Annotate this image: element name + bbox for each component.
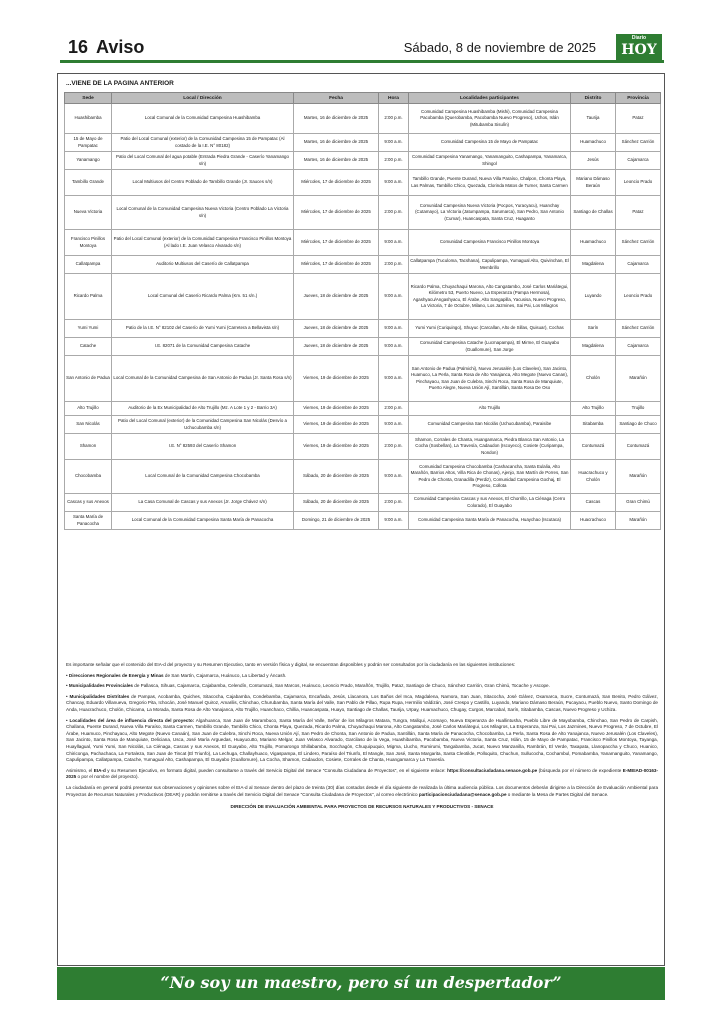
table-cell: Miércoles, 17 de diciembre de 2025 <box>294 256 379 274</box>
table-cell: Leoncio Prado <box>616 170 661 196</box>
table-cell: 2:00 p.m. <box>379 494 409 512</box>
notice-box <box>57 73 665 966</box>
table-cell: Auditorio Multiusos del Caserío de Callatpampa <box>112 256 294 274</box>
ciudadania-paragraph: La ciudadanía en general podrá presentar sus observaciones y opiniones sobre el EIA-d al Senace dentro del plazo de treinta (30) días contados desde el día siguiente de realizada la última audiencia pública. Los documentos deberán dirigirse a la Dirección de Evaluación Ambiental para Proyectos de Recursos Naturales y Productivos (DEAR) y podrán remitirse a través del Servicio Digital del Senace "Consulta Ciudadana de Proyectos", al correo electrónico participacionciudadana@senace.gob.pe o mediante la Mesa de Partes Digital del Senace. <box>66 784 658 797</box>
table-cell: Local Comunal de la Comunidad Campesina Chocobamba <box>112 460 294 494</box>
table-cell: 9:00 a.m. <box>379 460 409 494</box>
table-cell: Sábado, 20 de diciembre de 2025 <box>294 460 379 494</box>
notice-body <box>66 662 658 815</box>
table-cell: Patio del Local Comunal (exterior) de la Comunidad Campesina Francisco Pinillos Montoya (Al lado I.E. Juan Velasco Alvarado s/n) <box>112 230 294 256</box>
table-cell: 9:00 a.m. <box>379 170 409 196</box>
table-cell: Nueva Victoria <box>65 196 112 230</box>
table-cell: Local Comunal de la Comunidad Campesina Santa María de Panacocha <box>112 512 294 530</box>
table-cell: Sánchez Carrión <box>616 134 661 152</box>
table-cell: Callatpampa <box>65 256 112 274</box>
table-cell: Santiago de Chuco <box>616 416 661 434</box>
table-cell: Luyando <box>571 274 616 320</box>
bullet-localidades: • Localidades del área de influencia directa del proyecto: Algahuanca, San Juan de Marambuco, Santa María del Valle, Señor de los Milagros Matara, Tungra, Mallqui, Acomayo, Nueva Esperanza de Huallintusha, Pueblo Libre de Mayobamba, Chinchao, San Pedro de Carpish, Challana, Puente Durand, Nueva Villa Paraíso, Santa Carmen, Tambillo Grande, Tambillo Chico, Chonta Playa, Quezada, Ricardo Palma, Chuyachaqui Marona, Alto Cangatambo, José Carlos Mariátegui, Los Milagros, La Esperanza, Sai Pai, Los Jazmines, Nuevo Progreso, 7 de Octubre, El Árabe, Huamuco, Pinchayacu, Alto Megote (Nuevo Canaán), San Juan de Culebra, Sinchi Roca, Nueva Unión Ají, San Pedro de Chonta, San Antonio de Padua, Santillán, Santa María de Panacocha, Chocobamba, La Perla, Santa Rosa de Alto Yanajanca, Nuevo Jerusalén (Los Claveles), San Jacinto, Santa Rosa de Manquiute, Deliciana, Usca, José María Arguedas, Huayucutto, Mariano Melgar, Juan Velasco Alvarado, Garcilaso de la Vega, Huashibamba, Pacobamba, Nueva Victoria, Santa Cruz, Islán, 15 de Mayo de Pampatac, Francisco Pinillos Montoya, Tayanga, Huayllagual, Yumi Yumi, San Nicolás, La Ciénaga, Cascas y sus Anexos, El Guayabo, Alto Trujillo, Pomarongo Shillabamba, Socchagón, Chuquipuquio, Migma, Llucho, Rumirumi, Tangabamba, Jucat, Nuevo Manzanilla, Rambrán, El Verde, Taxapata, Llanopaccha y Chuco, Huanico, Chiriconga, Pachachaca, La Fortaleza, San Juan de Tincat (El Triunfo), La Lechuga, Challayhuaco, Vigaspampa, El Lindero, Paraíso del Triunfo, El Mangle, San José, Santa Margarita, Santa Cleotilde, Polloquito, Chuchun, Sullucocha, Cochambul, Pomabamba, Yanamanguito, Yanamango, Capulipampa, Callatpampa, Catache, Yumagual Alto, Cashapampa, El Guayabo (Guallomure), La Cocha, Shamon, Cadaudon, Cosiete, Corrales de Chanta, Huangamarca y La Travesía. <box>66 717 658 763</box>
page-number: 16 <box>68 37 89 57</box>
table-cell: 2:00 p.m. <box>379 434 409 460</box>
table-cell: Jueves, 18 de diciembre de 2025 <box>294 274 379 320</box>
table-cell: 2:00 p.m. <box>379 196 409 230</box>
table-cell: Huamachuco <box>571 134 616 152</box>
table-cell: Tambillo Grande <box>65 170 112 196</box>
table-cell: Santiago de Challas <box>571 196 616 230</box>
table-cell: Comunidad Campesina Yanamango, Yanamanguito, Cashapampa, Yanamarca, Shingol <box>409 152 571 170</box>
table-cell: Sitabamba <box>571 416 616 434</box>
table-cell: Catache <box>65 338 112 356</box>
table-cell: Jueves, 18 de diciembre de 2025 <box>294 320 379 338</box>
table-cell: Cholón <box>571 356 616 402</box>
table-cell: Chocobamba <box>65 460 112 494</box>
table-cell: Martes, 16 de diciembre de 2025 <box>294 152 379 170</box>
table-cell: Miércoles, 17 de diciembre de 2025 <box>294 170 379 196</box>
table-cell: Santa María de Panacocha <box>65 512 112 530</box>
table-cell: 9:00 a.m. <box>379 274 409 320</box>
table-cell: San Antonio de Padua (Palmichi), Nuevo Jerusalén (Los Claveles), San Jacinto, Huamuco, La Perla, Santa Rosa de Alto Yanajanca, Alto Megote (Nuevo Canan), Pinchayacu, San Juan de Culebra, Sinchi Roca, Santa Rosa de Manquiute, Puerto Alegre, Nueva Unión Ají, Santillán, Santa Rosa De Oso <box>409 356 571 402</box>
quote-banner <box>57 967 665 1000</box>
section-title: Aviso <box>96 37 145 57</box>
table-row <box>65 230 661 256</box>
table-row <box>65 134 661 152</box>
table-row <box>65 434 661 460</box>
table-cell: 9:00 a.m. <box>379 512 409 530</box>
table-cell: Francisco Pinillos Montoya <box>65 230 112 256</box>
consulta-link[interactable]: https://consultaciudadana.senace.gob.pe <box>447 767 538 773</box>
table-row <box>65 494 661 512</box>
page-header <box>60 34 664 64</box>
table-row <box>65 356 661 402</box>
newspaper-logo <box>616 34 662 61</box>
table-row <box>65 460 661 494</box>
table-cell: Comunidad Campesina Santa María de Panacocha, Huaychao (Iscutaca) <box>409 512 571 530</box>
table-cell: Local Comunal de la Comunidad Campesina Nueva Victoria (Centro Poblado La Victoria s/n) <box>112 196 294 230</box>
table-cell: Yanamango <box>65 152 112 170</box>
table-row <box>65 152 661 170</box>
table-cell: Local Multiusos del Centro Poblado de Tambillo Grande (Jr. Sauces s/n) <box>112 170 294 196</box>
table-cell: Ricardo Palma, Chuyachaqui Marona, Alto Cangatambo, José Carlos Mariátegui, Kilómetro 53, Puerto Nuevo, La Esperanza (Pampa Hermosa), Agashyacu/Angashyacu, El Árabe, Alto Sangapilla, Yacusisa, Nuevo Progreso, La Victoria, 7 de Octubre, Milano, Los Jazmines, Sai Pai, Los Milagros <box>409 274 571 320</box>
table-cell: Martes, 16 de diciembre de 2025 <box>294 104 379 134</box>
table-cell: Shamon <box>65 434 112 460</box>
table-header-cell: Distrito <box>571 93 616 104</box>
issue-date: Sábado, 8 de noviembre de 2025 <box>403 40 596 55</box>
table-cell: 15 de Mayo de Pampatac <box>65 134 112 152</box>
asimismo-paragraph: Asimismo, el EIA-d y su Resumen Ejecutivo, en formato digital, pueden consultarse a través del Servicio Digital del Senace "Consulta Ciudadana de Proyectos", en el siguiente enlace: https://consultaciudadana.senace.gob.pe (búsqueda por el número de expediente E-MEIAD-00163-2025 o por el nombre del proyecto). <box>66 767 659 780</box>
table-cell: Contumazá <box>616 434 661 460</box>
table-cell: San Nicolás <box>65 416 112 434</box>
table-cell: Viernes, 19 de diciembre de 2025 <box>294 434 379 460</box>
table-cell: Cascas y sus Anexos <box>65 494 112 512</box>
continued-label: ...VIENE DE LA PAGINA ANTERIOR <box>66 80 174 87</box>
bullet-provincial: • Municipalidades Provinciales de Pallasca, Sihuas, Cajamarca, Cajabamba, Celendín, Contumazá, San Marcos, Huánuco, Leoncio Prado, Marañón, Trujillo, Pataz, Santiago de Chuco, Sánchez Carrión, Gran Chimú, Tocache y Ascope. <box>66 683 550 689</box>
table-cell: 9:00 a.m. <box>379 230 409 256</box>
table-cell: Shamon, Corrales de Chanta, Huangamarca, Piedra Blanca San Antonio, La Cocha (Sosbellan), La Travesía, Cadaudon (Iscoyeco), Cosiete (Curipampa, Nondon) <box>409 434 571 460</box>
table-cell: 9:00 a.m. <box>379 356 409 402</box>
table-row <box>65 274 661 320</box>
table-header-cell: Hora <box>379 93 409 104</box>
table-cell: Cajamarca <box>616 256 661 274</box>
table-cell: Comunidad Campesina Nueva Victoria (Pocpos, Yuracyacu), Huanchay (Cutamayo), La Victoria (Jatumpampa, Sarumarca), San Pedro, San Antonio (Cumar), Huancaspata, Santa Cruz, Huaganto <box>409 196 571 230</box>
table-cell: Martes, 16 de diciembre de 2025 <box>294 134 379 152</box>
table-row <box>65 196 661 230</box>
table-body <box>65 104 661 530</box>
table-cell: 9:00 a.m. <box>379 338 409 356</box>
table-row <box>65 256 661 274</box>
table-cell: Huashibamba <box>65 104 112 134</box>
table-row <box>65 402 661 416</box>
table-cell: Comunidad Campesina Cascas y sus Anexos, El Chorrillo, La Ciénaga (Cerro Colorado), El Guayabo <box>409 494 571 512</box>
table-cell: Huacrachuco y Cholón <box>571 460 616 494</box>
table-cell: Magdalena <box>571 256 616 274</box>
table-cell: Local Comunal de la Comunidad Campesina de San Antonio de Padua (Jr. Santa Rosa s/n) <box>112 356 294 402</box>
table-cell: Alto Trujillo <box>571 402 616 416</box>
logo-big-text: HOY <box>621 42 657 58</box>
bullet-distrital: • Municipalidades Distritales de Pampas, Acobamba, Quiches, Sitacocha, Cajabamba, Condebamba, Cajamarca, Encañada, Jesús, Llacanora, Los Baños del Inca, Magdalena, Namora, San Juan, Sitacocha, José Gálvez, Oxamarca, Sucre, Contumazá, San Benito, Pedro Gálvez, Chancay, Eduardo Villanueva, Gregorio Pita, Ichocán, José Manuel Quiroz, Amarilis, Chinchao, Churubamba, Santa María del Valle, San Pablo de Pillao, Rupa Rupa, Hermilio Valdizán, José Crespo y Castillo, Luyando, Mariano Dámaso Beraún, Pucayacu, Pueblo Nuevo, Santo Domingo de Anda, Huacrachuco, Cholón, Chicama, La Morada, Santa Rosa de Alto Yanajanca, Alto Trujillo, Huanchaco, Chillia, Huancaspata, Huayo, Santiago de Challas, Taurija, Urpay, Huamachuco, Chugay, Curgos, Marcabal, Sarín, Sitabamba, Cascas, Nuevo Progreso y Uchiza. <box>66 693 658 712</box>
issuer-line: DIRECCIÓN DE EVALUACIÓN AMBIENTAL PARA PROYECTOS DE RECURSOS NATURALES Y PRODUCTIVOS - SENACE <box>230 804 494 810</box>
table-header-row <box>65 93 661 104</box>
table-cell: Marañón <box>616 512 661 530</box>
table-cell: 2:00 p.m. <box>379 256 409 274</box>
table-cell: Alto Trujillo <box>65 402 112 416</box>
quote-text: “No soy un maestro, pero sí un despertador” <box>160 973 562 992</box>
table-cell: I.E. N° 82593 del Caserío Shamon <box>112 434 294 460</box>
table-cell: Miércoles, 17 de diciembre de 2025 <box>294 196 379 230</box>
table-cell: Cajamarca <box>616 152 661 170</box>
table-header-cell: Provincia <box>616 93 661 104</box>
table-cell: Huamachuco <box>571 230 616 256</box>
table-cell: Taurija <box>571 104 616 134</box>
table-cell: Yumi Yumi (Curiquingo), Shuyuc (Carcallan, Alto de Sillas, Quisuar), Cochas <box>409 320 571 338</box>
table-cell: Patio del Local Comunal (exterior) de la Comunidad Campesina San Nicolás (Desvío a Uchucubamba s/n) <box>112 416 294 434</box>
table-cell: Gran Chimú <box>616 494 661 512</box>
table-header-cell: Localidades participantes <box>409 93 571 104</box>
table-cell: San Antonio de Padua <box>65 356 112 402</box>
table-cell: Comunidad Campesina Huashibamba (Mishi), Comunidad Campesina Pacobamba (Querobamba, Pacobamba Nuevo Progreso), Uchos, Islán (Mitubamba Sisulín) <box>409 104 571 134</box>
table-row <box>65 170 661 196</box>
table-cell: Local Comunal de la Comunidad Campesina Huashibamba <box>112 104 294 134</box>
table-cell: Marañón <box>616 460 661 494</box>
table-cell: Sánchez Carrión <box>616 230 661 256</box>
table-cell: Cascas <box>571 494 616 512</box>
contact-email[interactable]: participacionciudadana@senace.gob.pe <box>418 791 507 797</box>
table-row <box>65 512 661 530</box>
header-rule <box>60 60 664 63</box>
table-cell: 9:00 a.m. <box>379 416 409 434</box>
schedule-table <box>64 92 661 530</box>
logo-small-text: Diario <box>631 35 647 41</box>
table-cell: 9:00 a.m. <box>379 134 409 152</box>
table-row <box>65 416 661 434</box>
table-cell: Jueves, 18 de diciembre de 2025 <box>294 338 379 356</box>
table-cell: Trujillo <box>616 402 661 416</box>
table-cell: Comunidad Campesina Chocobamba (Cashacancha, Santa Eulalia, Alto Marañón, Barrios Altos, Villa Rica de Chonas), Ajenjo, San Martín de Porres, San Pedro de Chonta, Granadilla (Perdiz), Comunidad Campesina Gochaj, El Progreso, Collota <box>409 460 571 494</box>
table-cell: Viernes, 19 de diciembre de 2025 <box>294 356 379 402</box>
table-cell: Patio del Local Comunal del agua potable (Entrada Piedra Grande - Caserío Yanamango s/n) <box>112 152 294 170</box>
table-cell: Mariano Dámaso Beraún <box>571 170 616 196</box>
table-row <box>65 104 661 134</box>
table-cell: Marañón <box>616 356 661 402</box>
table-cell: Huacrachuco <box>571 512 616 530</box>
table-cell: Sarín <box>571 320 616 338</box>
table-cell: Local Comunal del Caserío Ricardo Palma (Km. 51 s/n.) <box>112 274 294 320</box>
table-cell: Patio de la I.E. N° 82102 del Caserío de Yumi Yumi (Carretera a Bellavista s/n) <box>112 320 294 338</box>
table-cell: I.E. 82071 de la Comunidad Campesina Catache <box>112 338 294 356</box>
table-cell: Domingo, 21 de diciembre de 2025 <box>294 512 379 530</box>
table-cell: Magdalena <box>571 338 616 356</box>
table-cell: 2:00 p.m. <box>379 152 409 170</box>
table-header-cell: Fecha <box>294 93 379 104</box>
table-cell: Viernes, 19 de diciembre de 2025 <box>294 402 379 416</box>
table-cell: Comunidad Campesina 15 de Mayo de Pampatac <box>409 134 571 152</box>
bullet-regional: • Direcciones Regionales de Energía y Minas de San Martín, Cajamarca, Huánuco, La Libertad y Áncash. <box>66 672 287 678</box>
table-cell: Cajamarca <box>616 338 661 356</box>
table-cell: Leoncio Prado <box>616 274 661 320</box>
table-cell: 2:00 p.m. <box>379 104 409 134</box>
table-cell: Tambillo Grande, Puente Durand, Nueva Villa Paraíso, Chalpon, Chonta Playa, Las Palmas, Tambillo Chico, Quezada, Clorinda Matos de Turner, Santa Carmen <box>409 170 571 196</box>
table-cell: Jesús <box>571 152 616 170</box>
table-cell: Alto Trujillo <box>409 402 571 416</box>
table-cell: Sánchez Carrión <box>616 320 661 338</box>
table-cell: Auditorio de la Ex Municipalidad de Alto Trujillo (Mz. A Lote 1 y 2 - Barrio 3A) <box>112 402 294 416</box>
table-row <box>65 338 661 356</box>
table-cell: Comunidad Campesina Catache (Lucmapampa), El Mirme, El Guayabo (Guallomure), San Jorge <box>409 338 571 356</box>
table-header-cell: Sede <box>65 93 112 104</box>
table-cell: Yumi Yumi <box>65 320 112 338</box>
table-cell: Miércoles, 17 de diciembre de 2025 <box>294 230 379 256</box>
table-cell: Pataz <box>616 196 661 230</box>
table-cell: Patio del Local Comunal (exterior) de la Comunidad Campesina 15 de Pampatac (Al costado de la I.E. N° 80182) <box>112 134 294 152</box>
table-cell: Ricardo Palma <box>65 274 112 320</box>
table-cell: La Casa Comunal de Cascas y sus Anexos (Jr. Jorge Chávez s/n) <box>112 494 294 512</box>
table-cell: 2:00 p.m. <box>379 402 409 416</box>
table-cell: Sábado, 20 de diciembre de 2025 <box>294 494 379 512</box>
table-cell: Comunidad Campesina Francisco Pinillos Montoya <box>409 230 571 256</box>
table-header-cell: Local / Dirección <box>112 93 294 104</box>
table-cell: 9:00 a.m. <box>379 320 409 338</box>
table-cell: Comunidad Campesina San Nicolás (Uchucubamba), Paraisibe <box>409 416 571 434</box>
table-cell: Callatpampa (Tuculoma, Tacshana), Capulipampa, Yumagual Alto, Quivinchan, El Membrillo <box>409 256 571 274</box>
table-cell: Viernes, 19 de diciembre de 2025 <box>294 416 379 434</box>
table-cell: Contumazá <box>571 434 616 460</box>
table-row <box>65 320 661 338</box>
intro-paragraph: Es importante señalar que el contenido del EIA-d del proyecto y su Resumen Ejecutivo, tanto en versión física y digital, se encuentran disponibles y podrán ser consultados por la ciudadanía en las siguientes instituciones: <box>66 662 516 667</box>
table-cell: Pataz <box>616 104 661 134</box>
